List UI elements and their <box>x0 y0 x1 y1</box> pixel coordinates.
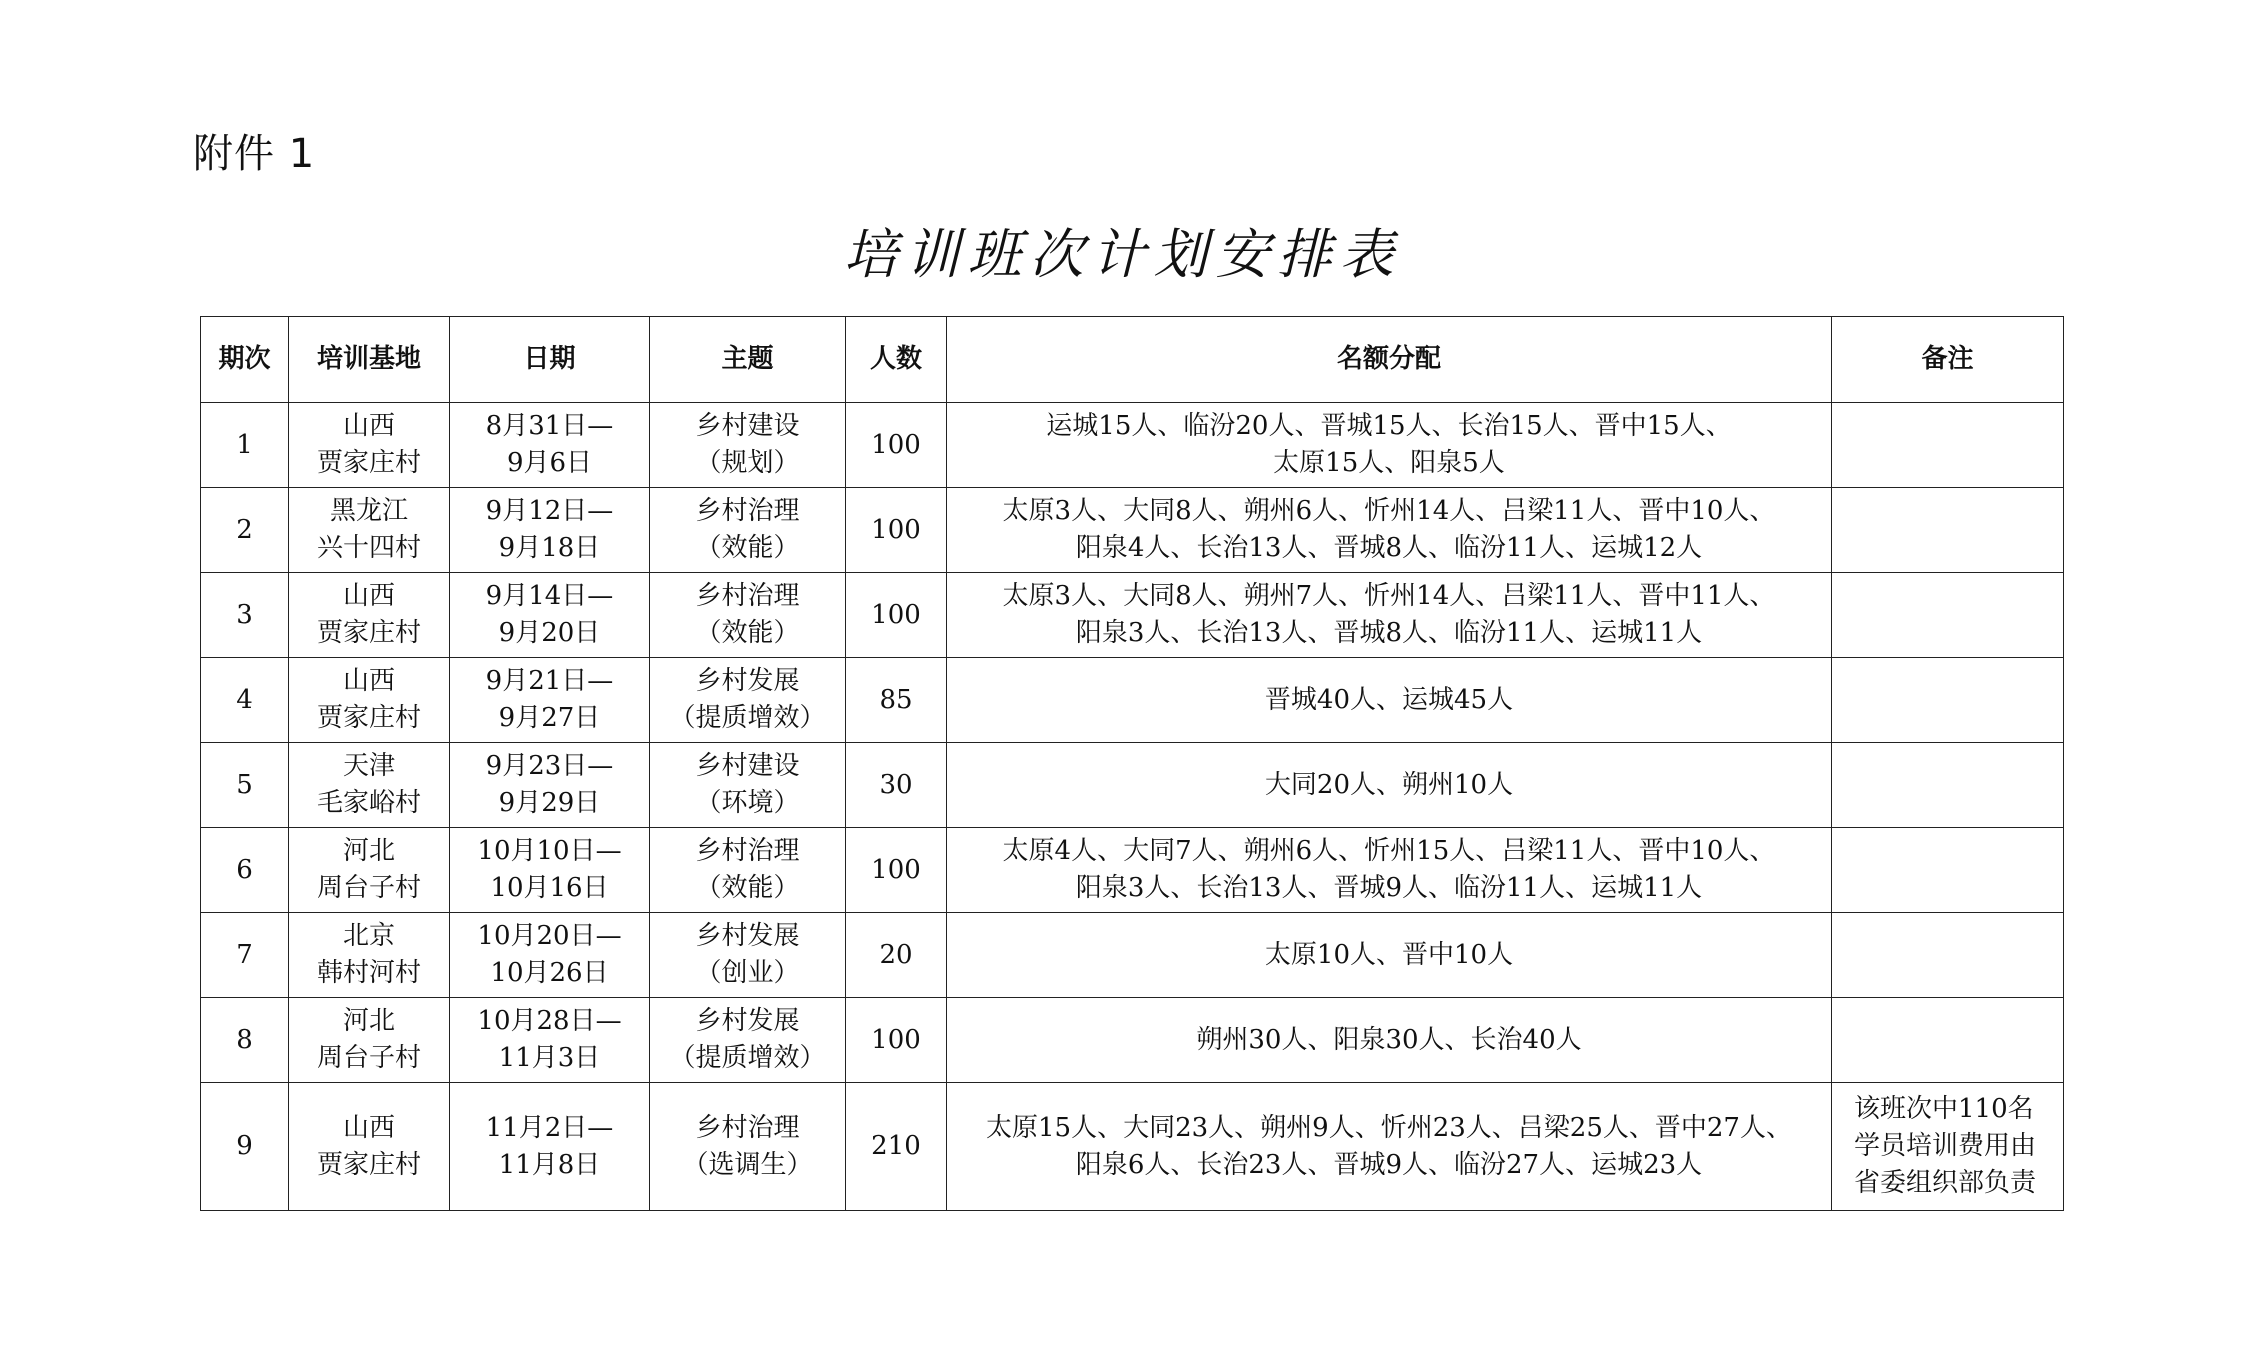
cell-note <box>1832 998 2064 1083</box>
cell-count <box>846 998 947 1083</box>
cell-count <box>846 828 947 913</box>
cell-theme-text: （效能） <box>695 873 800 903</box>
cell-quota-text: 太原3人、大同8人、朔州7人、忻州14人、吕梁11人、晋中11人、 <box>1002 581 1776 611</box>
cell-theme-text: （效能） <box>695 618 800 648</box>
cell-base <box>289 488 450 573</box>
cell-quota-text: 阳泉3人、长治13人、晋城8人、临汾11人、运城11人 <box>1075 618 1703 648</box>
cell-quota-text: 太原15人、阳泉5人 <box>1273 448 1505 478</box>
cell-theme <box>650 828 846 913</box>
cell-count-text: 85 <box>879 684 913 715</box>
cell-quota-text: 运城15人、临汾20人、晋城15人、长治15人、晋中15人、 <box>1046 411 1732 441</box>
cell-period <box>201 1083 289 1211</box>
cell-theme-text: （环境） <box>695 788 800 818</box>
cell-period <box>201 488 289 573</box>
cell-count-text: 20 <box>879 939 913 970</box>
table-header-row <box>201 317 2064 403</box>
cell-base <box>289 403 450 488</box>
table-row <box>201 913 2064 998</box>
table-row <box>201 1083 2064 1211</box>
cell-theme <box>650 913 846 998</box>
document-title: 培训班次计划安排表 <box>843 223 1402 286</box>
cell-note <box>1832 403 2064 488</box>
cell-base <box>289 743 450 828</box>
cell-base-text: 贾家庄村 <box>316 703 421 733</box>
attachment-label: 附件 1 <box>193 131 316 177</box>
cell-date-text: 11月2日— <box>485 1112 614 1143</box>
cell-date <box>450 913 650 998</box>
cell-quota-text: 阳泉3人、长治13人、晋城9人、临汾11人、运城11人 <box>1075 873 1703 903</box>
cell-period <box>201 573 289 658</box>
cell-date-text: 10月28日— <box>477 1006 622 1036</box>
cell-date-text: 10月10日— <box>477 836 622 866</box>
cell-theme-text: 乡村发展 <box>695 1006 800 1036</box>
cell-theme-text: （创业） <box>695 958 800 988</box>
cell-base <box>289 573 450 658</box>
cell-date-text: 9月14日— <box>485 581 614 611</box>
cell-period-text: 5 <box>236 769 253 800</box>
cell-quota <box>947 488 1832 573</box>
cell-date-text: 9月6日 <box>506 448 593 478</box>
cell-theme-text: 乡村发展 <box>695 666 800 696</box>
cell-date-text: 9月27日 <box>498 703 601 733</box>
cell-base-text: 贾家庄村 <box>316 448 421 478</box>
cell-base-text: 河北 <box>342 836 395 866</box>
cell-date-text: 9月18日 <box>498 533 601 563</box>
cell-theme <box>650 403 846 488</box>
cell-base <box>289 828 450 913</box>
cell-date <box>450 488 650 573</box>
cell-period <box>201 913 289 998</box>
cell-count-text: 100 <box>871 599 921 630</box>
cell-base <box>289 658 450 743</box>
cell-base <box>289 998 450 1083</box>
cell-period-text: 3 <box>236 599 253 630</box>
cell-count <box>846 1083 947 1211</box>
cell-theme-text: 乡村发展 <box>695 921 800 951</box>
cell-theme <box>650 1083 846 1211</box>
cell-quota-text: 朔州30人、阳泉30人、长治40人 <box>1196 1024 1582 1055</box>
cell-quota-text: 太原10人、晋中10人 <box>1264 939 1514 970</box>
cell-date-text: 9月20日 <box>498 618 601 648</box>
cell-date-text: 8月31日— <box>485 411 614 441</box>
header-period: 期次 <box>201 317 289 403</box>
cell-period <box>201 828 289 913</box>
header-theme: 主题 <box>650 317 846 403</box>
cell-base-text: 河北 <box>342 1006 395 1036</box>
cell-theme <box>650 573 846 658</box>
cell-base-text: 韩村河村 <box>316 958 421 988</box>
cell-count-text: 100 <box>871 1024 921 1055</box>
cell-date-text: 11月3日 <box>498 1043 601 1073</box>
cell-period-text: 9 <box>236 1131 253 1161</box>
cell-note <box>1832 913 2064 998</box>
cell-base <box>289 913 450 998</box>
cell-period <box>201 743 289 828</box>
cell-theme-text: 乡村建设 <box>695 751 800 781</box>
cell-theme-text: （选调生） <box>682 1149 813 1180</box>
cell-theme-text: 乡村治理 <box>695 581 800 611</box>
cell-date <box>450 998 650 1083</box>
cell-date-text: 10月16日 <box>490 873 609 903</box>
cell-base-text: 贾家庄村 <box>316 1149 421 1180</box>
cell-base-text: 北京 <box>342 921 395 951</box>
cell-theme-text: 乡村治理 <box>695 1112 800 1143</box>
cell-base-text: 黑龙江 <box>329 496 408 526</box>
cell-note <box>1832 658 2064 743</box>
cell-theme <box>650 658 846 743</box>
cell-period-text: 2 <box>236 514 253 545</box>
cell-base-text: 山西 <box>342 666 395 696</box>
cell-period-text: 4 <box>236 684 253 715</box>
cell-base-text: 天津 <box>342 751 395 781</box>
cell-count <box>846 743 947 828</box>
cell-count-text: 100 <box>871 514 921 545</box>
cell-theme <box>650 998 846 1083</box>
cell-date-text: 9月12日— <box>485 496 614 526</box>
cell-theme-text: （提质增效） <box>669 1043 826 1073</box>
cell-count-text: 100 <box>871 429 921 460</box>
cell-base-text: 贾家庄村 <box>316 618 421 648</box>
cell-quota <box>947 828 1832 913</box>
table-row <box>201 658 2064 743</box>
table-row <box>201 743 2064 828</box>
cell-date <box>450 743 650 828</box>
cell-base-text: 山西 <box>342 581 395 611</box>
cell-date <box>450 573 650 658</box>
cell-date <box>450 1083 650 1211</box>
cell-date-text: 9月21日— <box>485 666 614 696</box>
cell-quota <box>947 573 1832 658</box>
cell-date-text: 10月20日— <box>477 921 622 951</box>
cell-theme-text: （提质增效） <box>669 703 826 733</box>
cell-period-text: 8 <box>236 1024 253 1055</box>
cell-period <box>201 658 289 743</box>
cell-theme-text: （效能） <box>695 533 800 563</box>
cell-quota-text: 阳泉4人、长治13人、晋城8人、临汾11人、运城12人 <box>1075 533 1703 563</box>
cell-date <box>450 403 650 488</box>
table-row <box>201 403 2064 488</box>
cell-count <box>846 573 947 658</box>
cell-theme-text: 乡村建设 <box>695 411 800 441</box>
table-row <box>201 828 2064 913</box>
cell-quota-text: 太原3人、大同8人、朔州6人、忻州14人、吕梁11人、晋中10人、 <box>1002 496 1776 526</box>
cell-count <box>846 488 947 573</box>
cell-period <box>201 998 289 1083</box>
cell-note <box>1832 488 2064 573</box>
cell-period <box>201 403 289 488</box>
cell-count-text: 30 <box>879 769 913 800</box>
cell-count-text: 100 <box>871 854 921 885</box>
cell-base-text: 山西 <box>342 1112 395 1143</box>
cell-quota <box>947 913 1832 998</box>
cell-count <box>846 913 947 998</box>
cell-base-text: 周台子村 <box>316 1043 421 1073</box>
cell-quota-text: 阳泉6人、长治23人、晋城9人、临汾27人、运城23人 <box>1075 1149 1703 1180</box>
cell-quota <box>947 1083 1832 1211</box>
cell-count <box>846 658 947 743</box>
cell-quota-text: 太原4人、大同7人、朔州6人、忻州15人、吕梁11人、晋中10人、 <box>1002 836 1776 866</box>
table-row <box>201 573 2064 658</box>
cell-quota-text: 大同20人、朔州10人 <box>1264 769 1514 800</box>
cell-date-text: 11月8日 <box>498 1149 601 1180</box>
cell-base-text: 周台子村 <box>316 873 421 903</box>
cell-quota <box>947 743 1832 828</box>
cell-theme-text: 乡村治理 <box>695 836 800 866</box>
cell-theme <box>650 743 846 828</box>
cell-period-text: 7 <box>236 939 253 970</box>
header-base: 培训基地 <box>289 317 450 403</box>
cell-quota <box>947 998 1832 1083</box>
cell-base-text: 兴十四村 <box>316 533 421 563</box>
table-row <box>201 998 2064 1083</box>
header-quota: 名额分配 <box>947 317 1832 403</box>
cell-date <box>450 828 650 913</box>
cell-note <box>1832 573 2064 658</box>
cell-period-text: 1 <box>236 429 253 460</box>
cell-quota <box>947 403 1832 488</box>
cell-base <box>289 1083 450 1211</box>
cell-note <box>1832 743 2064 828</box>
cell-base-text: 毛家峪村 <box>316 788 421 818</box>
cell-date-text: 10月26日 <box>490 958 609 988</box>
cell-count-text: 210 <box>871 1131 921 1161</box>
cell-period-text: 6 <box>236 854 253 885</box>
cell-theme <box>650 488 846 573</box>
header-date: 日期 <box>450 317 650 403</box>
table-row <box>201 488 2064 573</box>
cell-quota-text: 晋城40人、运城45人 <box>1264 684 1514 715</box>
cell-date-text: 9月23日— <box>485 751 614 781</box>
cell-theme-text: 乡村治理 <box>695 496 800 526</box>
cell-quota <box>947 658 1832 743</box>
cell-count <box>846 403 947 488</box>
cell-quota-text: 太原15人、大同23人、朔州9人、忻州23人、吕梁25人、晋中27人、 <box>986 1112 1792 1143</box>
cell-note <box>1832 828 2064 913</box>
cell-base-text: 山西 <box>342 411 395 441</box>
header-note: 备注 <box>1832 317 2064 403</box>
cell-date <box>450 658 650 743</box>
schedule-table <box>200 316 2064 1211</box>
cell-date-text: 9月29日 <box>498 788 601 818</box>
header-count: 人数 <box>846 317 947 403</box>
cell-note <box>1832 1083 2064 1211</box>
cell-note-text: 该班次中110名学员培训费用由省委组织部负责 <box>1854 1094 2037 1198</box>
cell-theme-text: （规划） <box>695 448 800 478</box>
